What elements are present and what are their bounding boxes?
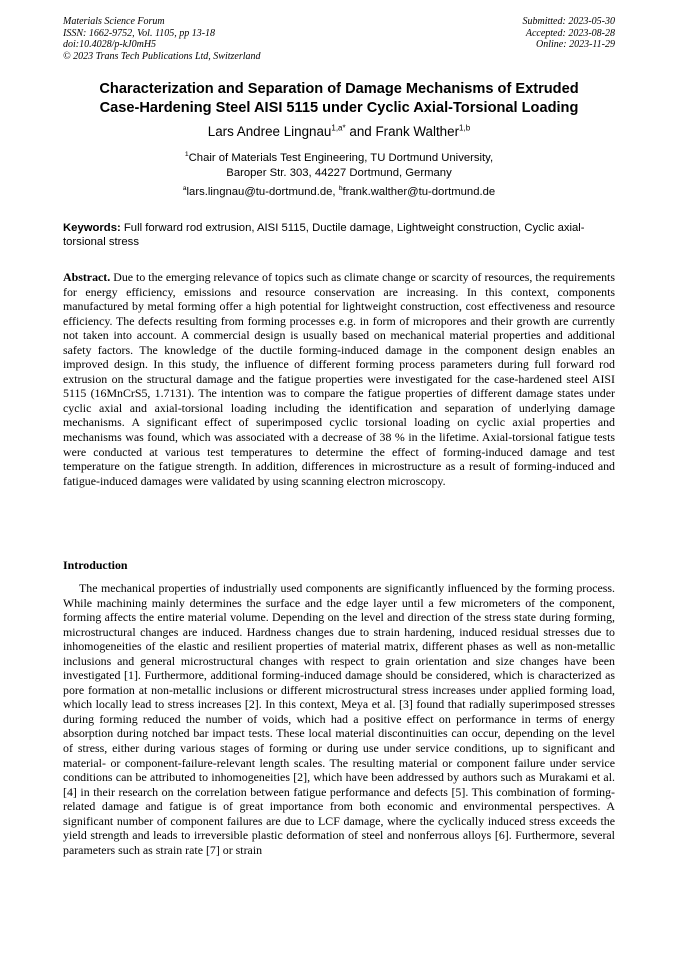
- email-mark-b: b: [338, 185, 343, 193]
- affiliation-mark: 1: [184, 151, 189, 159]
- abstract-text: Due to the emerging relevance of topics such as climate change or scarcity of resources, the requirements for energy efficiency, emissions and resource conservation are increasing. In this context, components manufactured by metal forming offer a high potential for lightweight construction, cost effectiveness and resource efficiency. The defects resulting from forming processes e.g. in form of micropores and their growth are currently not taken into account. A commercial design is usually based on mechanical material properties and additional safety factors. The knowledge of the ductile forming-induced damage in the component design enables an improved design. In this study, the influence of different forming process parameters during full forward rod extrusion on the structural damage and the fatigue properties were investigated for the case-hardened steel AISI 5115 (16MnCrS5, 1.7131). The intention was to compare the fatigue properties of different damage states under cyclic axial and axial-torsional loading including the identification and separation of underlying damage mechanisms. A significant effect of superimposed cyclic torsional loading on cyclic axial properties and mechanisms was found, which was associated with a decrease of 38 % in the lifetime. Axial-torsional fatigue tests were conducted at various test temperatures to determine the effect of forming-induced damage and test temperature on the fatigue strength. In addition, differences in microstructure as a result of forming-induced and fatigue-induced damages were validated by using scanning electron microscopy.: [63, 270, 615, 488]
- email-b[interactable]: frank.walther@tu-dortmund.de: [342, 186, 496, 198]
- doi-link[interactable]: doi:10.4028/p-kJ0mH5: [63, 39, 157, 51]
- copyright: © 2023 Trans Tech Publications Ltd, Switzerland: [63, 50, 261, 62]
- publication-info: [63, 16, 261, 62]
- title-line-1: Characterization and Separation of Damage Mechanisms of Extruded: [99, 81, 579, 97]
- affiliation: [63, 151, 615, 180]
- submitted-date: Submitted: 2023-05-30: [522, 16, 615, 27]
- author-1: Lars Andree Lingnau: [207, 124, 332, 139]
- author-2-affiliation-mark: 1,b: [459, 123, 471, 133]
- email-a[interactable]: lars.lingnau@tu-dortmund.de,: [186, 186, 339, 198]
- affiliation-line-1: $^1$Chair of Materials Test Engineering, TU Dortmund University,: [184, 151, 494, 164]
- author-list: [63, 123, 615, 141]
- journal-name: Materials Science Forum: [63, 16, 165, 27]
- author-1-affiliation-mark: 1,a*: [331, 123, 346, 133]
- paper-title: [63, 80, 615, 118]
- issn-volume: ISSN: 1662-9752, Vol. 1105, pp 13-18: [63, 27, 216, 39]
- affiliation-line-2: Baroper Str. 303, 44227 Dortmund, Germany: [226, 166, 452, 179]
- introduction-paragraph: The mechanical properties of industrially used components are significantly influenced by the forming process. While machining mainly determines the surface and the edge layer until a few micrometers of the component, forming affects the entire material volume. Depending on the level and direction of the stress state during forming, microstructural changes are induced. Hardness changes due to strain hardening, induced residual stresses due to inhomogeneities of the elastic and resilient properties of material matrix, different phases as well as non-metallic inclusions and general microstructural changes with respect to grain orientation and size changes have been investigated [1]. Furthermore, additional forming-induced damage should be considered, which is characterized as pore formation at non-metallic inclusions or different microstructural stress increases under applied forming load, which locally lead to stress increases [2]. In this context, Meya et al. [3] found that radially superimposed stresses during forming reduced the number of voids, which had a positive effect on performance in terms of energy absorption during notched bar impact tests. These local material discontinuities can occur, depending on the level of stress, either during various stages of forming or during use under service conditions, up to significant and material- or component-failure-relevant length scales. The resulting material or component failure under service conditions can be attributed to inhomogeneities [2], which have been addressed by authors such as Murakami et al. [4] in their research on the correlation between fatigue performance and defects [5]. This combination of forming-related damage and fatigue is of great importance from both economic and environmental perspectives. A significant number of component failures are due to LCF damage, where the cyclically induced stress exceeds the yield strength and leads to irreversible plastic deformation of steel and nonferrous alloys [6]. Furthermore, several parameters such as strain rate [7] or strain: [63, 581, 615, 857]
- abstract-label: Abstract.: [63, 270, 111, 284]
- email-mark-a: a: [182, 185, 187, 193]
- title-line-2: Case-Hardening Steel AISI 5115 under Cyclic Axial-Torsional Loading: [99, 100, 579, 116]
- keywords: [63, 221, 615, 250]
- author-joiner: and: [345, 124, 376, 139]
- abstract: [63, 270, 615, 488]
- author-emails: [63, 185, 615, 200]
- introduction-heading: Introduction: [63, 558, 128, 572]
- online-date: Online: 2023-11-29: [536, 39, 615, 51]
- accepted-date: Accepted: 2023-08-28: [525, 27, 615, 39]
- author-2: Frank Walther: [375, 124, 460, 139]
- publication-dates: [523, 16, 616, 51]
- keywords-label: Keywords:: [63, 222, 121, 234]
- keywords-text: Full forward rod extrusion, AISI 5115, Ductile damage, Lightweight construction, Cyclic axial-torsional stress: [63, 222, 585, 249]
